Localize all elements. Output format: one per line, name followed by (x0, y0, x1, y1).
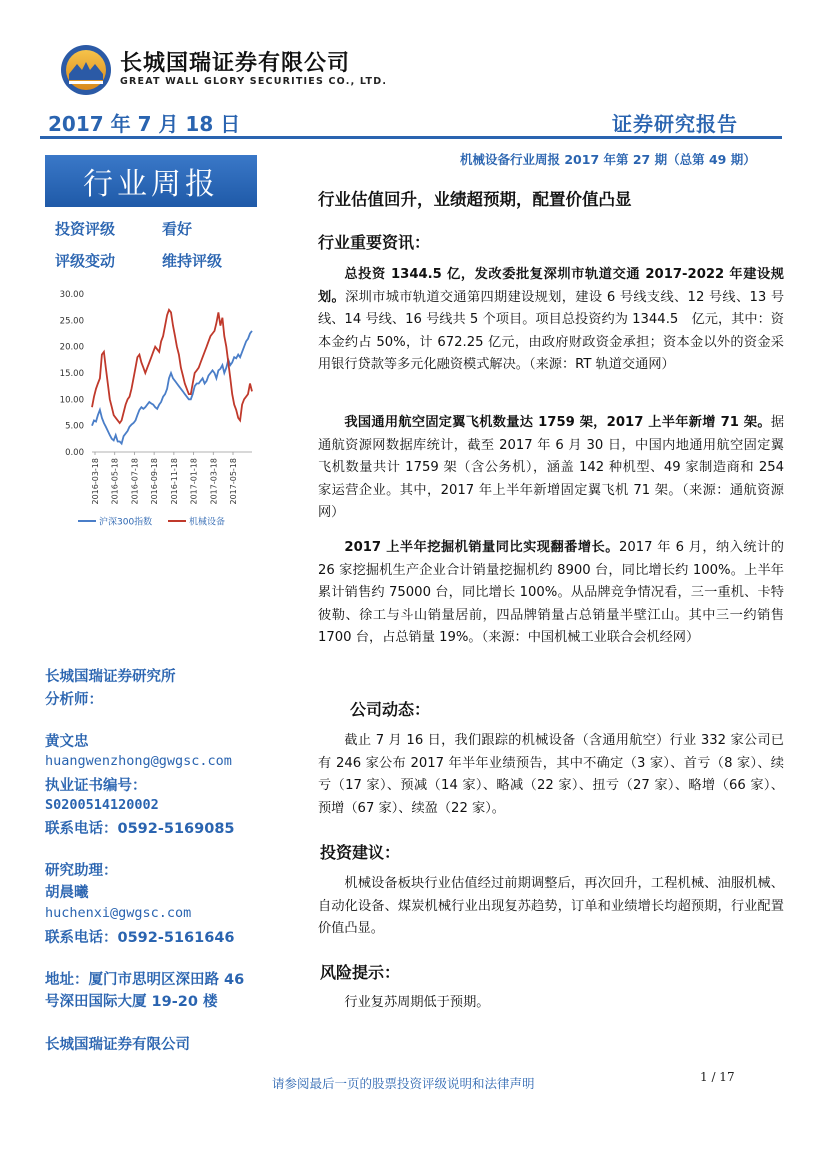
analyst-cert-number: S0200514120002 (45, 797, 159, 813)
x-tick-label: 2017-03-18 (209, 458, 219, 505)
news-item-body: 深圳市城市轨道交通第四期建设规划，建设 6 号线支线、12 号线、13 号线、14 号线、16 号线共 5 个项目。项目总投资约为 1344.5 亿元，其中：资本金约占 50%，计 672.25 亿元，由政府财政资金承担；资本金以外的资金采用银行贷款等多元化融资模式解决。（来源：RT 轨道交通网） (318, 289, 785, 373)
series-line-hs300 (92, 331, 252, 444)
page-number: 1 / 17 (700, 1070, 735, 1084)
analyst-email-link[interactable]: huangwenzhong@gwgsc.com (45, 753, 232, 769)
risk-text: 行业复苏周期低于预期。 (344, 995, 490, 1010)
news-item-title: 2017 上半年挖掘机销量同比实现翻番增长。 (344, 540, 619, 555)
y-tick-label: 5.00 (65, 421, 84, 432)
legend-label-machinery: 机械设备 (189, 517, 226, 528)
company-logo-icon (60, 44, 112, 96)
disclaimer-note: 请参阅最后一页的股票投资评级说明和法律声明 (272, 1076, 535, 1091)
y-tick-label: 15.00 (59, 369, 84, 379)
assistant-email-link[interactable]: huchenxi@gwgsc.com (45, 905, 192, 921)
report-type: 证券研究报告 (612, 112, 738, 136)
rating-change-value: 维持评级 (162, 252, 223, 270)
news-item-title: 总投资 1344.5 亿，发改委批复深圳市轨道交通 2017-2022 年建设规划。 (318, 267, 784, 305)
issue-line: 机械设备行业周报 2017 年第 27 期（总第 49 期） (460, 152, 756, 167)
y-tick-label: 30.00 (59, 290, 84, 300)
news-item (318, 264, 784, 377)
report-label-box (45, 155, 257, 207)
institute-name: 长城国瑞证券研究所 (45, 669, 176, 685)
company-news-heading: 公司动态： (350, 700, 431, 719)
legend-label-hs300: 沪深300指数 (99, 517, 153, 528)
news-item-body: 2017 年 6 月，纳入统计的 26 家挖掘机生产企业合计销量挖掘机约 8900 台，同比增长约 100%。上半年累计销售约 75000 台，同比增长 100%。从品牌竞争情况看，三一重机、卡特彼勒、徐工与斗山销量居前，四品牌销量占总销量半壁江山。其中三一约销售 1700 台，占总销量 19%。（来源：中国机械工业联合会机经网） (318, 540, 784, 646)
header-divider (40, 136, 782, 139)
analyst-cert-label: 执业证书编号： (45, 778, 147, 794)
news-item-title: 我国通用航空固定翼飞机数量达 1759 架，2017 上半年新增 71 架。 (344, 415, 771, 430)
news-item-body: 据通航资源网数据库统计，截至 2017 年 6 月 30 日，中国内地通用航空固定翼飞机数量共计 1759 架（含公务机），涵盖 142 种机型、49 家制造商和 254 家运营企业。其中，2017 年上半年新增固定翼飞机 71 架。（来源：通航资源网） (318, 415, 784, 521)
series-line-machinery (92, 310, 252, 423)
assistant-name: 胡晨曦 (45, 885, 89, 901)
x-tick-label: 2016-11-18 (169, 458, 179, 505)
y-tick-label: 0.00 (65, 448, 84, 458)
x-tick-label: 2016-05-18 (110, 458, 120, 505)
news-item (318, 537, 784, 650)
assistant-phone: 联系电话：0592-5161646 (45, 930, 235, 946)
news-item (318, 412, 784, 525)
report-date: 2017 年 7 月 18 日 (48, 112, 241, 136)
chart-legend (78, 516, 225, 528)
company-footer-name: 长城国瑞证券有限公司 (45, 1037, 190, 1053)
report-headline: 行业估值回升，业绩超预期，配置价值凸显 (318, 190, 632, 209)
x-tick-label: 2016-07-18 (130, 458, 140, 505)
address-line-2: 号深田国际大厦 19-20 楼 (45, 994, 218, 1010)
x-tick-label: 2017-05-18 (229, 458, 238, 505)
advice-heading: 投资建议： (320, 843, 401, 862)
company-news-text: 截止 7 月 16 日，我们跟踪的机械设备（含通用航空）行业 332 家公司已有 246 家公布 2017 年半年业绩预告，其中不确定（3 家）、首亏（8 家）、续亏（17 家）、预减（14 家）、略减（22 家）、扭亏（27 家）、略增（66 家）、预增（67 家）、续盈（22 家）。 (318, 733, 784, 816)
company-name-en: GREAT WALL GLORY SECURITIES CO., LTD. (120, 76, 388, 87)
y-tick-label: 25.00 (59, 316, 84, 327)
analyst-phone: 联系电话：0592-5169085 (45, 821, 235, 837)
x-tick-label: 2016-03-18 (91, 458, 100, 505)
risk-heading: 风险提示： (320, 963, 401, 982)
x-tick-label: 2017-01-18 (189, 458, 199, 505)
address-line-1: 地址：厦门市思明区深田路 46 (45, 972, 245, 988)
index-comparison-chart (40, 282, 270, 530)
y-tick-label: 20.00 (59, 342, 84, 353)
y-tick-label: 10.00 (59, 395, 84, 406)
advice-text: 机械设备板块行业估值经过前期调整后，再次回升，工程机械、油服机械、自动化设备、煤炭机械行业出现复苏趋势，订单和业绩增长均超预期，行业配置价值凸显。 (318, 876, 784, 937)
news-heading: 行业重要资讯： (318, 233, 431, 252)
assistant-heading: 研究助理： (45, 863, 118, 879)
rating-change-label: 评级变动 (55, 252, 116, 270)
company-name-cn: 长城国瑞证券有限公司 (120, 51, 351, 76)
rating-value: 看好 (162, 220, 193, 238)
x-tick-label: 2016-09-18 (150, 458, 160, 505)
analyst-name: 黄文忠 (45, 734, 89, 750)
rating-label: 投资评级 (55, 220, 116, 238)
analyst-heading: 分析师： (45, 692, 103, 708)
report-label: 行业周报 (83, 167, 219, 202)
